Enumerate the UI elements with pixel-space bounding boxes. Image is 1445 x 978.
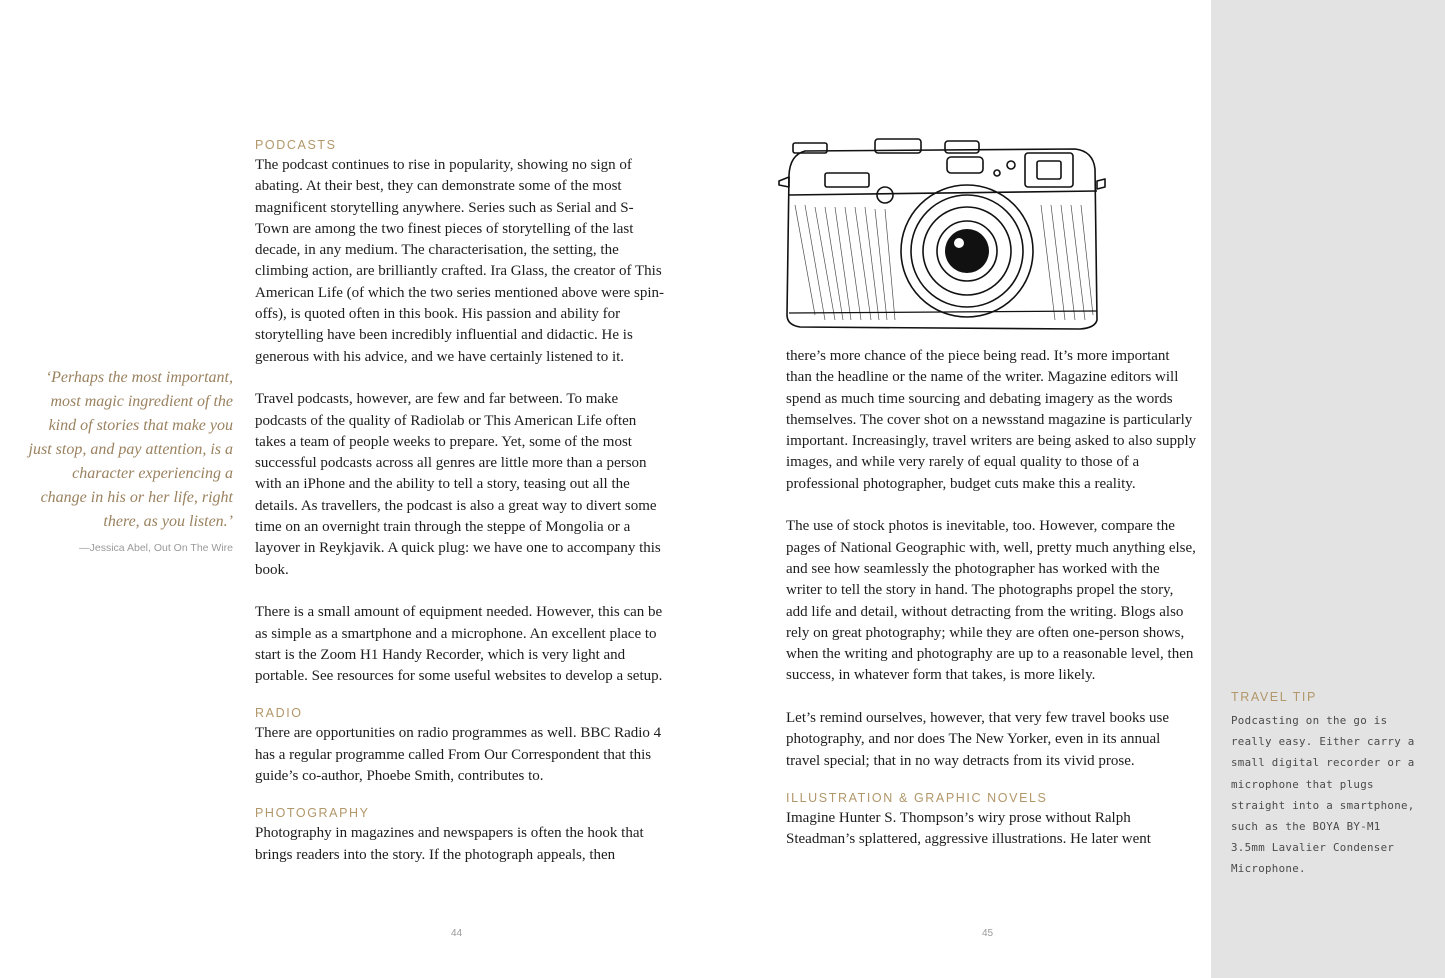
section-heading-radio: RADIO: [255, 706, 303, 721]
left-page-text: [255, 137, 665, 866]
paragraph: there’s more chance of the piece being read. It’s more important than the headline or the name of the writer. Magazine editors will spend as much time sourcing and debating imagery as the words themselves. The cover shot on a newsstand magazine is particularly important. Increasingly, travel writers are being asked to also supply images, and while very rarely of equal quality to those of a professional photographer, budget cuts make this a reality.: [786, 348, 1197, 492]
travel-tip-text: Podcasting on the go is really easy. Either carry a small digital recorder or a microphone that plugs straight into a smartphone, such as the BOYA BY-M1 3.5mm Lavalier Condenser Microphone.: [1231, 714, 1415, 876]
section-heading-photography: PHOTOGRAPHY: [255, 806, 370, 821]
paragraph: Let’s remind ourselves, however, that very few travel books use photography, and nor does The New Yorker, even in its annual travel special; that in no way detracts from its vivid prose.: [786, 710, 1170, 769]
paragraph: Photography in magazines and newspapers is often the hook that brings readers into the story. If the photograph appeals, then: [255, 825, 644, 863]
paragraph: Travel podcasts, however, are few and far between. To make podcasts of the quality of Radiolab or This American Life often takes a team of people weeks to prepare. Yet, some of the most successful podcasts across all genres are little more than a person with an iPhone and the ability to tell a story, teasing out all the details. As travellers, the podcast is also a great way to divert some time on an overnight train through the steppe of Mongolia or a layover in Reykjavik. A quick plug: we have one to accompany this book.: [255, 391, 661, 578]
travel-tip-heading: TRAVEL TIP: [1231, 690, 1317, 704]
camera-illustration-icon: [775, 135, 1107, 335]
section-heading-podcasts: PODCASTS: [255, 138, 337, 152]
right-page-text: [786, 346, 1198, 851]
paragraph: There is a small amount of equipment needed. However, this can be as simple as a smartphone and a microphone. An excellent place to start is the Zoom H1 Handy Recorder, which is very light and portable. See resources for some useful websites to develop a setup.: [255, 604, 663, 685]
pullquote: ‘Perhaps the most important, most magic ingredient of the kind of stories that make you just stop, and pay attention, is a character experiencing a change in his or her life, right there, as you listen.’: [28, 369, 233, 530]
paragraph: The podcast continues to rise in popularity, showing no sign of abating. At their best, they can demonstrate some of the most magnificent storytelling anywhere. Series such as Serial and S-Town are among the two finest pieces of storytelling of the last decade, in any medium. The characterisation, the setting, the climbing action, are brilliantly crafted. Ira Glass, the creator of This American Life (of which the two series mentioned above were spin-offs), is quoted often in this book. His passion and ability for storytelling have been incredibly influential and didactic. He is generous with his advice, and we have certainly listened to it.: [255, 157, 665, 365]
paragraph: Imagine Hunter S. Thompson’s wiry prose without Ralph Steadman’s splattered, aggressive illustrations. He later went: [786, 809, 1151, 848]
page-number-left: 44: [451, 928, 463, 939]
pullquote-attribution: —Jessica Abel, Out On The Wire: [79, 542, 233, 554]
page-number-right: 45: [982, 928, 994, 939]
section-heading-illustration: ILLUSTRATION & GRAPHIC NOVELS: [786, 790, 1048, 805]
paragraph: The use of stock photos is inevitable, too. However, compare the pages of National Geographic with, well, pretty much anything else, and see how seamlessly the photographer has worked with the writer to tell the story in hand. The photographs propel the story, add life and detail, without detracting from the writing. Blogs also rely on great photography; while they are often one-person shows, when the writing and photography are up to a reasonable level, then success, in whatever form that takes, is more likely.: [786, 518, 1196, 684]
paragraph: There are opportunities on radio programmes as well. BBC Radio 4 has a regular programme called From Our Correspondent that this guide’s co-author, Phoebe Smith, contributes to.: [255, 725, 662, 785]
